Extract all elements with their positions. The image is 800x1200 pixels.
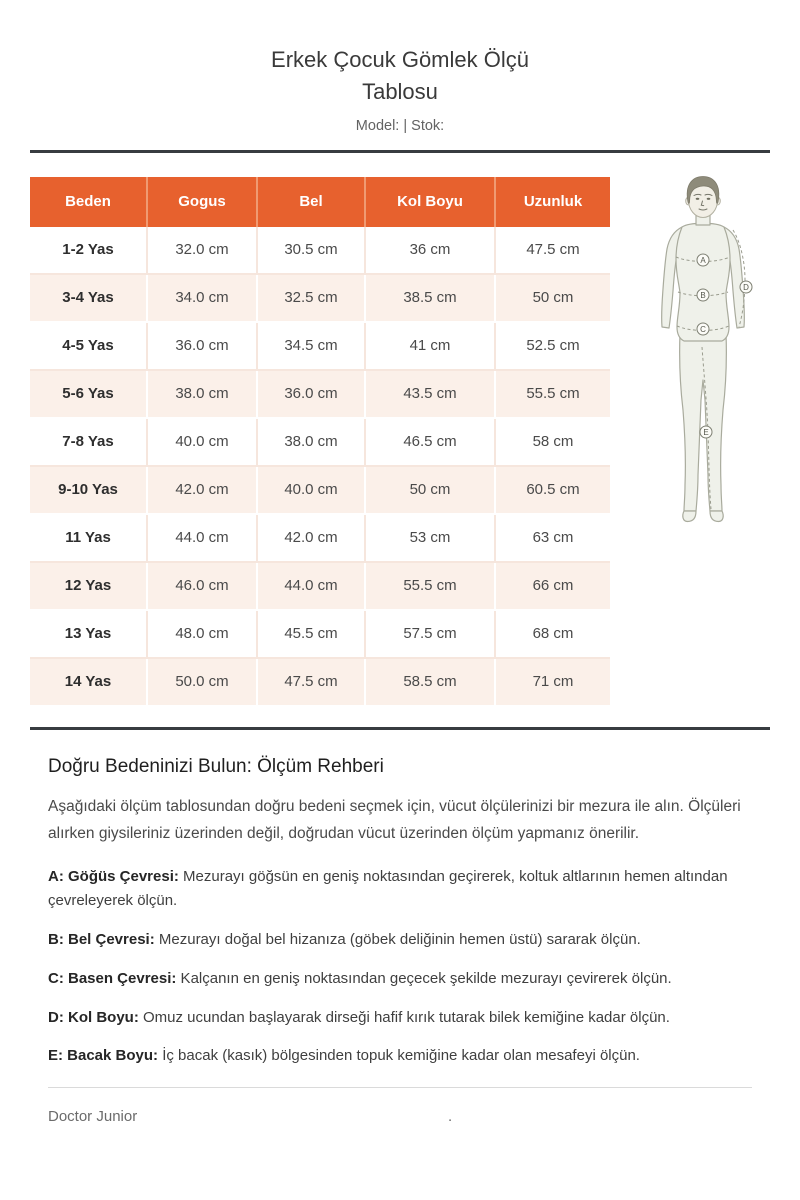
guide-item-label: B: Bel Çevresi: <box>48 931 155 949</box>
size-label-cell: 14 Yas <box>30 659 148 707</box>
table-row <box>30 659 610 707</box>
top-divider <box>30 150 770 153</box>
table-row <box>30 467 610 515</box>
measurement-cell: 32.0 cm <box>148 227 258 275</box>
measurement-cell: 40.0 cm <box>258 467 366 515</box>
guide-item-label: E: Bacak Boyu: <box>48 1047 159 1065</box>
size-label-cell: 7-8 Yas <box>30 419 148 467</box>
guide-items <box>48 865 752 1070</box>
measurement-guide-section <box>0 754 800 1069</box>
measurement-cell: 42.0 cm <box>148 467 258 515</box>
marker-b: B <box>700 290 706 300</box>
measurement-cell: 53 cm <box>366 515 496 563</box>
measurement-cell: 66 cm <box>496 563 610 611</box>
guide-item-text: Mezurayı doğal bel hizanıza (göbek deliğinin hemen üstü) sararak ölçün. <box>154 931 641 949</box>
measurement-cell: 55.5 cm <box>366 563 496 611</box>
measurement-cell: 46.0 cm <box>148 563 258 611</box>
size-table-header-row <box>30 177 610 227</box>
size-label-cell: 11 Yas <box>30 515 148 563</box>
page-header <box>0 0 800 134</box>
size-label-cell: 1-2 Yas <box>30 227 148 275</box>
measurement-cell: 71 cm <box>496 659 610 707</box>
measurement-cell: 40.0 cm <box>148 419 258 467</box>
column-header: Beden <box>30 177 148 227</box>
column-header: Bel <box>258 177 366 227</box>
measurement-cell: 36.0 cm <box>258 371 366 419</box>
measurement-cell: 41 cm <box>366 323 496 371</box>
size-label-cell: 5-6 Yas <box>30 371 148 419</box>
measurement-cell: 44.0 cm <box>258 563 366 611</box>
marker-a: A <box>700 255 706 265</box>
section-divider <box>30 727 770 730</box>
boy-body-illustration <box>636 175 770 527</box>
footer-dot: . <box>448 1108 453 1126</box>
column-header: Uzunluk <box>496 177 610 227</box>
measurement-cell: 34.5 cm <box>258 323 366 371</box>
table-row <box>30 323 610 371</box>
guide-intro: Aşağıdaki ölçüm tablosundan doğru bedeni seçmek için, vücut ölçülerinizi bir mezura ile alın. Ölçüleri alırken giysileriniz üzerinden değil, doğrudan vücut üzerinden ölçüm yapmanız önerilir. <box>48 798 741 843</box>
column-header: Kol Boyu <box>366 177 496 227</box>
table-row <box>30 275 610 323</box>
guide-item <box>48 967 752 992</box>
measurement-cell: 47.5 cm <box>496 227 610 275</box>
column-header: Gogus <box>148 177 258 227</box>
measurement-cell: 36.0 cm <box>148 323 258 371</box>
guide-item-label: C: Basen Çevresi: <box>48 969 177 987</box>
measurement-cell: 46.5 cm <box>366 419 496 467</box>
measurement-cell: 38.0 cm <box>148 371 258 419</box>
table-row <box>30 371 610 419</box>
size-table-body <box>30 227 610 707</box>
guide-item <box>48 1006 752 1031</box>
measurement-cell: 45.5 cm <box>258 611 366 659</box>
marker-c: C <box>700 324 706 334</box>
measurement-cell: 52.5 cm <box>496 323 610 371</box>
size-label-cell: 9-10 Yas <box>30 467 148 515</box>
measurement-cell: 57.5 cm <box>366 611 496 659</box>
measurement-cell: 47.5 cm <box>258 659 366 707</box>
measurement-cell: 30.5 cm <box>258 227 366 275</box>
measurement-cell: 38.5 cm <box>366 275 496 323</box>
measurement-cell: 55.5 cm <box>496 371 610 419</box>
table-row <box>30 227 610 275</box>
measurement-cell: 38.0 cm <box>258 419 366 467</box>
measurement-cell: 34.0 cm <box>148 275 258 323</box>
table-row <box>30 611 610 659</box>
table-and-figure-row <box>30 177 770 707</box>
guide-item-label: D: Kol Boyu: <box>48 1008 139 1026</box>
size-label-cell: 12 Yas <box>30 563 148 611</box>
marker-d: D <box>743 282 749 292</box>
model-stock-line: Model: | Stok: <box>355 117 445 134</box>
measurement-cell: 68 cm <box>496 611 610 659</box>
measurement-cell: 36 cm <box>366 227 496 275</box>
measurement-cell: 58.5 cm <box>366 659 496 707</box>
guide-item <box>48 928 752 953</box>
size-label-cell: 13 Yas <box>30 611 148 659</box>
measurement-cell: 50 cm <box>496 275 610 323</box>
size-label-cell: 3-4 Yas <box>30 275 148 323</box>
boy-head <box>686 176 721 217</box>
table-row <box>30 563 610 611</box>
guide-heading: Doğru Bedeninizi Bulun: Ölçüm Rehberi <box>48 755 384 777</box>
marker-e: E <box>703 427 709 437</box>
measurement-cell: 50.0 cm <box>148 659 258 707</box>
measurement-cell: 43.5 cm <box>366 371 496 419</box>
table-row <box>30 419 610 467</box>
size-label-cell: 4-5 Yas <box>30 323 148 371</box>
guide-item-text: İç bacak (kasık) bölgesinden topuk kemiğine kadar olan mesafeyi ölçün. <box>158 1047 640 1065</box>
table-row <box>30 515 610 563</box>
guide-item-label: A: Göğüs Çevresi: <box>48 867 179 885</box>
page-title: Erkek Çocuk Gömlek Ölçü Tablosu <box>271 47 529 104</box>
guide-item-text: Kalçanın en geniş noktasından geçecek şekilde mezurayı çevirerek ölçün. <box>176 969 672 987</box>
guide-item-text: Omuz ucundan başlayarak dirseği hafif kırık tutarak bilek kemiğine kadar ölçün. <box>138 1008 670 1026</box>
measurement-cell: 58 cm <box>496 419 610 467</box>
measurement-cell: 50 cm <box>366 467 496 515</box>
measurement-cell: 44.0 cm <box>148 515 258 563</box>
guide-item-text: Mezurayı göğsün en geniş noktasından geçirerek, koltuk altlarının hemen altından çevreleyerek ölçün. <box>48 867 728 910</box>
body-measurement-figure <box>636 175 770 532</box>
page-footer <box>0 1088 800 1125</box>
measurement-cell: 42.0 cm <box>258 515 366 563</box>
guide-item <box>48 1044 752 1069</box>
measurement-cell: 48.0 cm <box>148 611 258 659</box>
measurement-cell: 32.5 cm <box>258 275 366 323</box>
brand-name: Doctor Junior <box>48 1108 138 1126</box>
guide-item <box>48 865 752 915</box>
measurement-cell: 60.5 cm <box>496 467 610 515</box>
size-table <box>30 177 610 707</box>
measurement-cell: 63 cm <box>496 515 610 563</box>
